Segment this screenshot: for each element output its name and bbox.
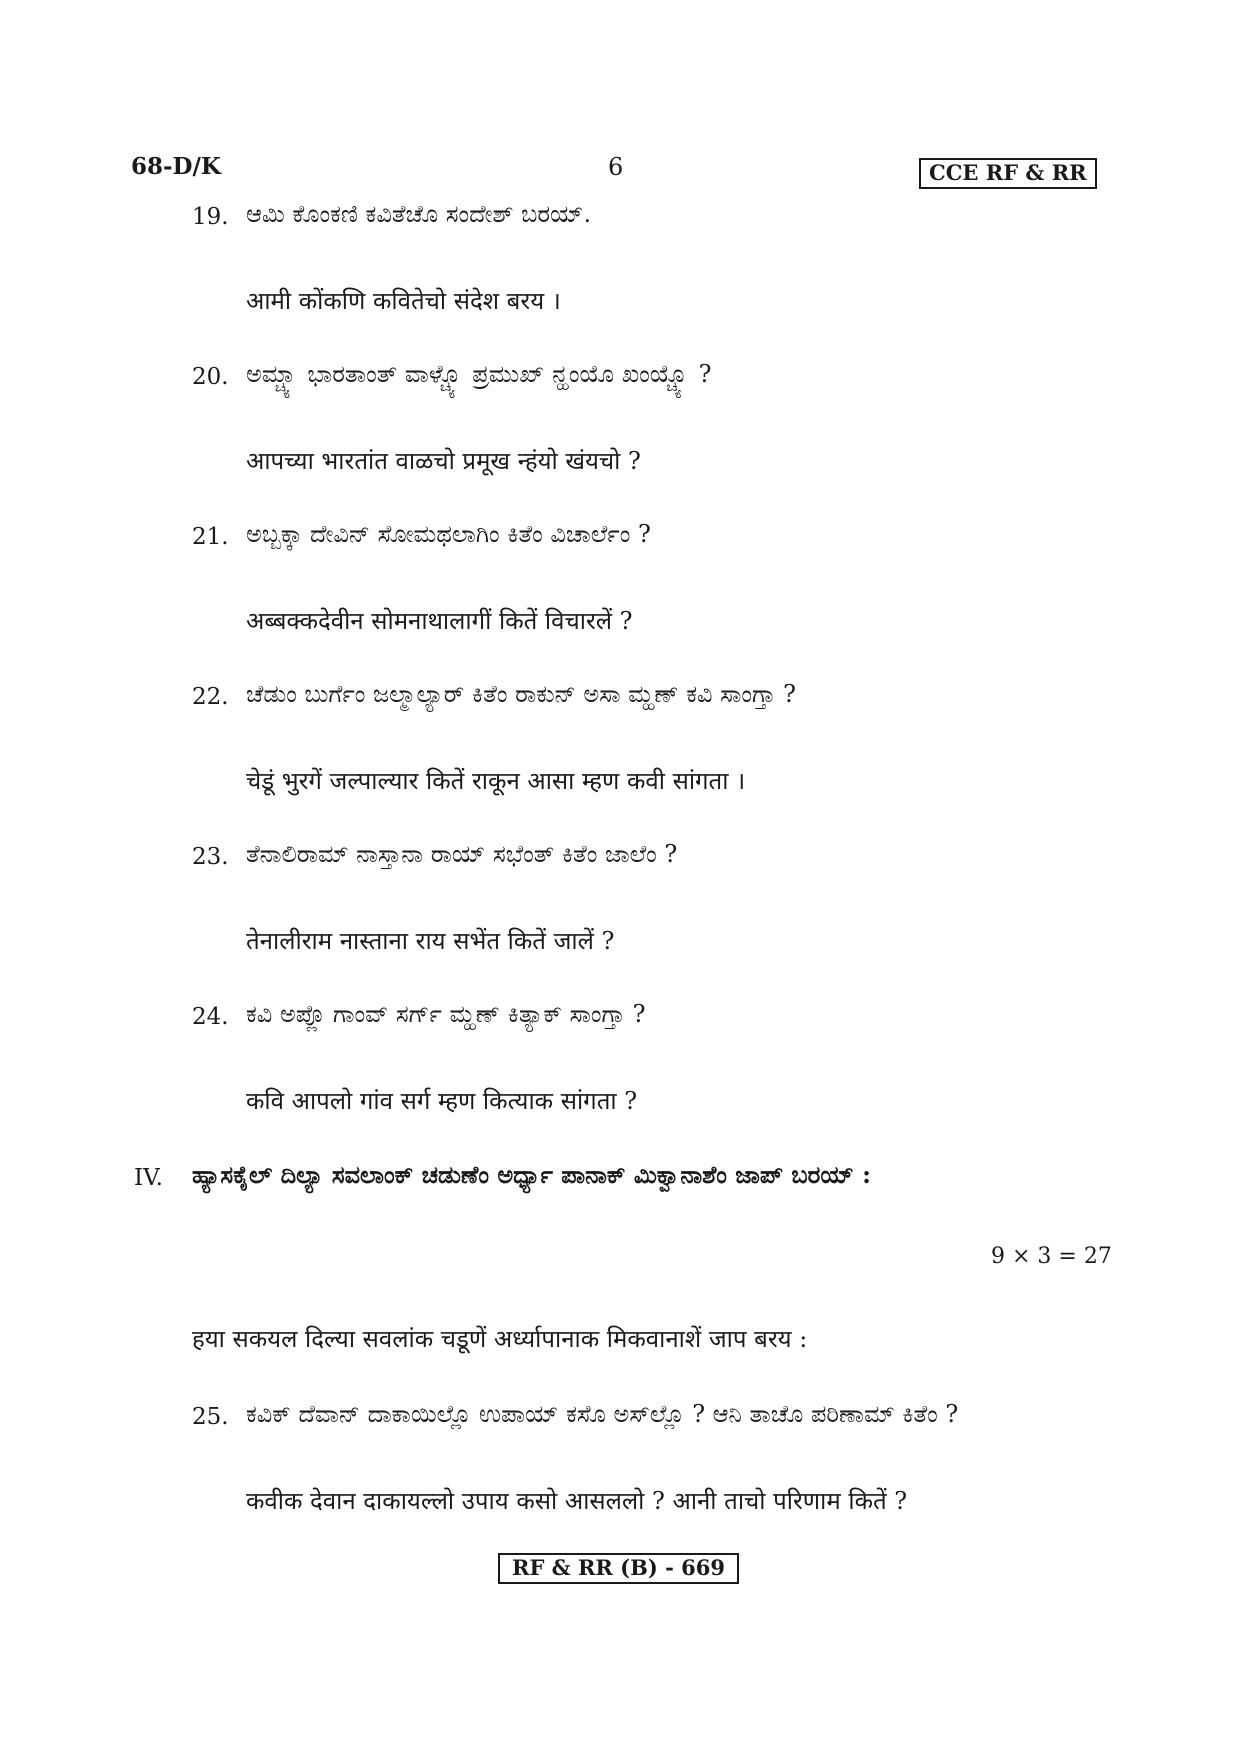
page-number: 6 [608, 153, 624, 181]
section-instruction-devanagari: हया सकयल दिल्या सवलांक चडूणें अर्ध्यापानाक मिकवानाशें जाप बरय : [192, 1325, 808, 1353]
question-kannada: ಅಮ್ಚ್ಯಾ ಭಾರತಾಂತ್ ವಾಳ್ಚ್ಯೊ ಪ್ರಮುಖ್ ನ್ಹಂಯೊ ಖಂಯ್ಚ್ಯೊ ? [246, 360, 712, 388]
question-devanagari: अब्बक्कदेवीन सोमनाथालागीं कितें विचारलें ? [246, 607, 633, 635]
question-kannada: ಚೆಡುಂ ಬುರ್ಗೆಂ ಜಲ್ಮಾಲ್ಯಾರ್ ಕಿತೆಂ ರಾಕುನ್ ಅಸಾ ಮ್ಹಣ್ ಕವಿ ಸಾಂಗ್ತಾ ? [246, 680, 797, 708]
header-code: 68-D/K [131, 153, 221, 180]
exam-label-box: CCE RF & RR [919, 158, 1097, 189]
question-kannada: ಆಮಿ ಕೊಂಕಣಿ ಕವಿತೆಚೊ ಸಂದೇಶ್ ಬರಯ್. [246, 200, 592, 228]
question-number: 21. [192, 524, 229, 550]
question-devanagari: कवीक देवान दाकायल्लो उपाय कसो आसललो ? आनी ताचो परिणाम कितें ? [246, 1487, 908, 1515]
question-kannada: ಕವಿಕ್ ದೆವಾನ್ ದಾಕಾಯಿಲ್ಲೊ ಉಪಾಯ್ ಕಸೊ ಅಸ್‌ಲ್ಲೊ ? ಆನಿ ತಾಚೊ ಪರಿಣಾಮ್ ಕಿತೆಂ ? [246, 1400, 959, 1428]
footer-code-box: RF & RR (B) - 669 [498, 1553, 739, 1584]
question-kannada: ಅಬ್ಬಕ್ಕಾ ದೇವಿನ್ ಸೋಮಥಲಾಗಿಂ ಕಿತೆಂ ವಿಚಾರ್ಲೆಂ ? [246, 520, 651, 548]
section-number: IV. [134, 1165, 163, 1191]
question-devanagari: कवि आपलो गांव सर्ग म्हण कित्याक सांगता ? [246, 1087, 638, 1115]
question-number: 24. [192, 1004, 229, 1030]
question-devanagari: तेनालीराम नास्ताना राय सभेंत कितें जालें ? [246, 927, 615, 955]
question-kannada: ತೆನಾಲಿರಾಮ್ ನಾಸ್ತಾನಾ ರಾಯ್ ಸಭೆಂತ್ ಕಿತೆಂ ಜಾಲೆಂ ? [246, 840, 678, 868]
question-number: 19. [192, 204, 229, 230]
question-devanagari: आमी कोंकणि कवितेचो संदेश बरय । [246, 287, 561, 315]
question-number: 23. [192, 844, 229, 870]
section-instruction-kannada: ಹ್ಯಾಸಕೈಲ್ ದಿಲ್ಯಾ ಸವಲಾಂಕ್ ಚಡುಣೆಂ ಅರ್ಧ್ಯಾ ಪಾನಾಕ್ ಮಿಕ್ವಾನಾಶೆಂ ಜಾಪ್ ಬರಯ್ : [192, 1160, 872, 1189]
question-devanagari: आपच्या भारतांत वाळचो प्रमूख न्हंयो खंयचो ? [246, 447, 641, 475]
section-marks: 9 × 3 = 27 [991, 1244, 1112, 1269]
question-number: 25. [192, 1404, 229, 1430]
question-number: 20. [192, 364, 229, 390]
question-number: 22. [192, 684, 229, 710]
question-kannada: ಕವಿ ಅಪ್ಲೊ ಗಾಂವ್ ಸರ್ಗ್ ಮ್ಹಣ್ ಕಿತ್ಯಾಕ್ ಸಾಂಗ್ತಾ ? [246, 1000, 646, 1028]
question-devanagari: चेडूं भुरगें जल्पाल्यार कितें राकून आसा म्हण कवी सांगता । [246, 767, 746, 795]
